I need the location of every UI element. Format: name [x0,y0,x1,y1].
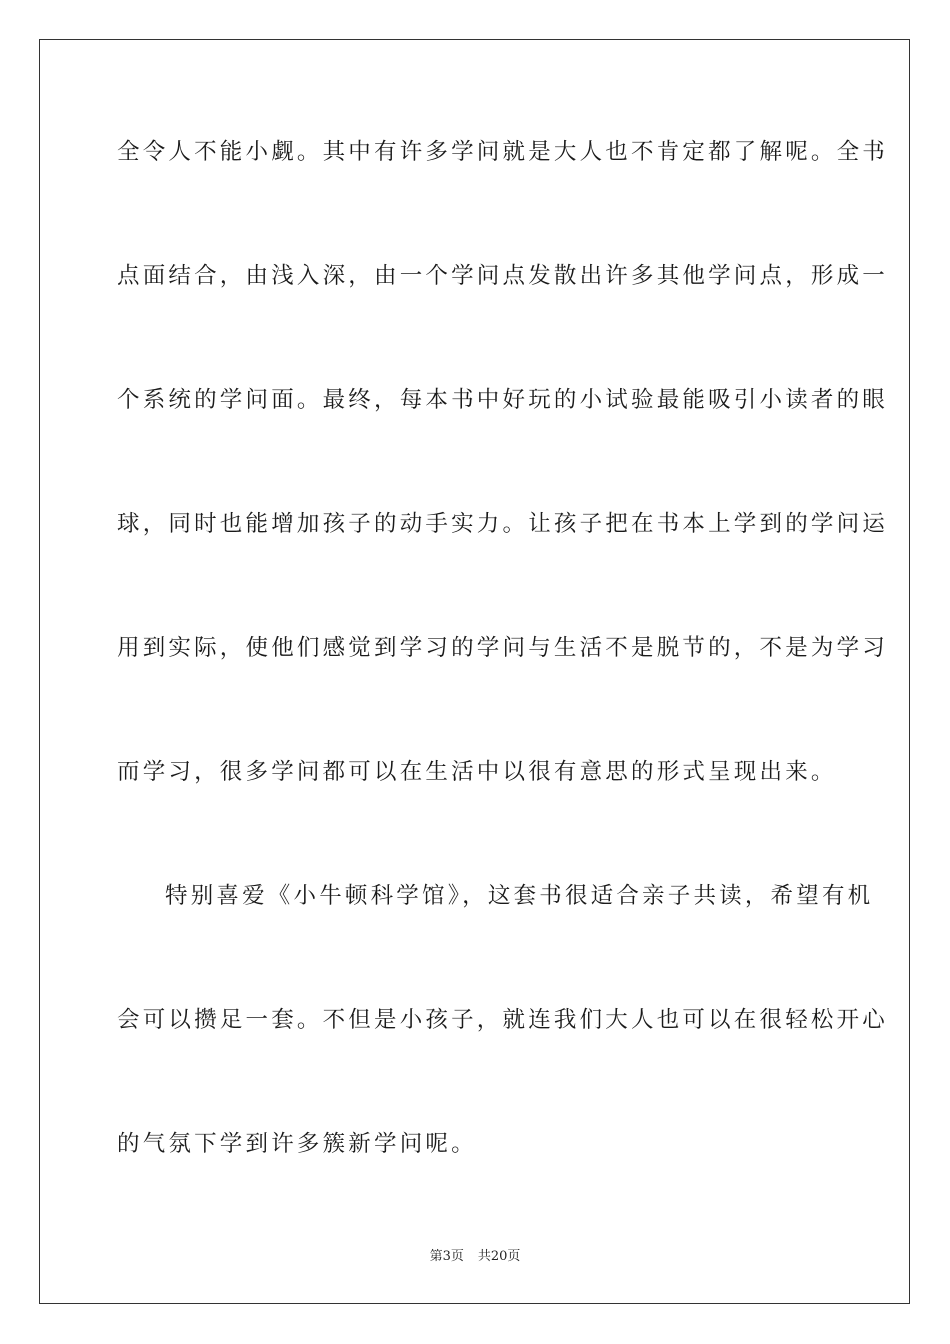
text-line-1: 全令人不能小觑。其中有许多学问就是大人也不肯定都了解呢。全书 [117,139,889,165]
text-line-8: 会可以攒足一套。不但是小孩子，就连我们大人也可以在很轻松开心 [117,1007,889,1033]
text-line-3: 个系统的学问面。最终，每本书中好玩的小试验最能吸引小读者的眼 [117,387,889,413]
page-footer [0,1249,950,1265]
page-border [39,39,910,1304]
page-total: 共20页 [477,1249,521,1264]
text-line-4: 球，同时也能增加孩子的动手实力。让孩子把在书本上学到的学问运 [117,511,889,537]
text-line-2: 点面结合，由浅入深，由一个学问点发散出许多其他学问点，形成一 [117,263,889,289]
text-line-9: 的气氛下学到许多簇新学问呢。 [117,1131,477,1157]
text-line-7-paragraph-start: 特别喜爱《小牛顿科学馆》，这套书很适合亲子共读，希望有机 [165,883,874,909]
text-line-5: 用到实际，使他们感觉到学习的学问与生活不是脱节的，不是为学习 [117,635,889,661]
text-line-6: 而学习，很多学问都可以在生活中以很有意思的形式呈现出来。 [117,759,837,785]
page-number: 第3页 [429,1249,464,1264]
